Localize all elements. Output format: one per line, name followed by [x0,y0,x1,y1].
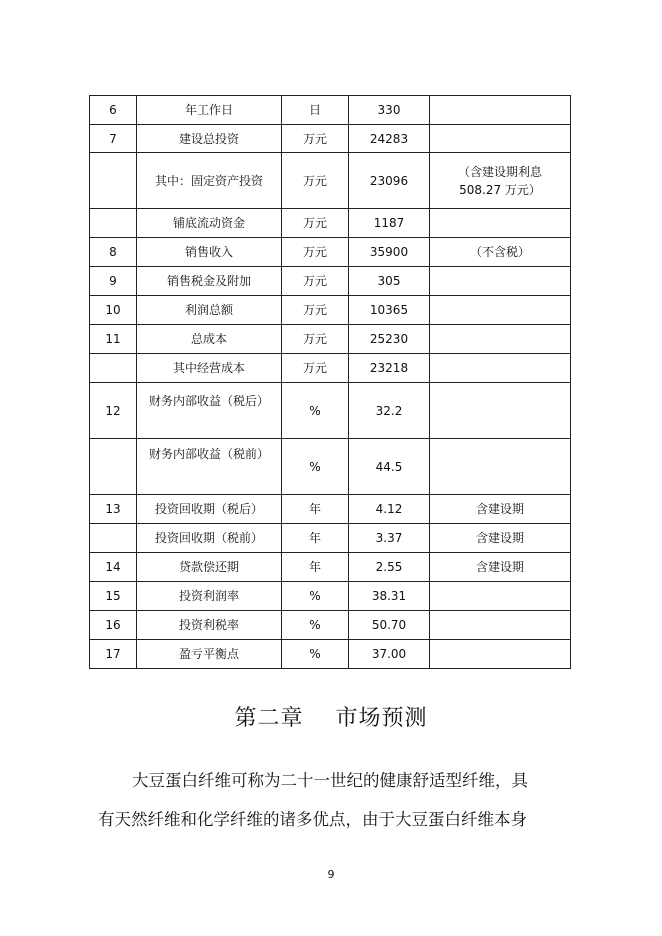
row-unit: % [282,611,349,640]
row-number [90,439,137,495]
row-note [430,125,571,153]
row-item: 年工作日 [137,96,282,125]
table-row [90,153,571,209]
row-note [430,325,571,354]
row-note [430,611,571,640]
table-row [90,611,571,640]
row-number [90,209,137,238]
row-item: 销售收入 [137,238,282,267]
row-note: （不含税） [430,238,571,267]
row-value: 1187 [349,209,430,238]
table-row [90,495,571,524]
row-note [430,96,571,125]
row-number: 12 [90,383,137,439]
row-item: 其中：固定资产投资 [137,153,282,209]
row-number: 14 [90,553,137,582]
row-note [430,153,571,209]
row-unit: 万元 [282,153,349,209]
row-item-text: 财务内部收益（税后） [148,393,269,408]
paragraph-line: 有天然纤维和化学纤维的诸多优点，由于大豆蛋白纤维本身 [98,810,527,829]
paragraph-line: 大豆蛋白纤维可称为二十一世纪的健康舒适型纤维，具 [132,771,528,790]
row-item [137,383,282,439]
row-unit: 万元 [282,209,349,238]
row-item: 投资利税率 [137,611,282,640]
row-value: 50.70 [349,611,430,640]
row-item: 总成本 [137,325,282,354]
row-value: 35900 [349,238,430,267]
table-row [90,439,571,495]
row-unit: 年 [282,524,349,553]
row-unit: 万元 [282,267,349,296]
row-unit: % [282,383,349,439]
row-unit: 万元 [282,354,349,383]
table-row [90,96,571,125]
row-number: 11 [90,325,137,354]
row-note: 含建设期 [430,495,571,524]
row-item: 铺底流动资金 [137,209,282,238]
table-row [90,209,571,238]
row-item: 其中经营成本 [137,354,282,383]
row-note [430,296,571,325]
row-item: 建设总投资 [137,125,282,153]
table-row [90,640,571,669]
row-value: 330 [349,96,430,125]
table-row [90,296,571,325]
row-unit: % [282,582,349,611]
row-unit: 万元 [282,325,349,354]
row-number: 15 [90,582,137,611]
row-item: 贷款偿还期 [137,553,282,582]
row-note [430,209,571,238]
table-row [90,325,571,354]
row-value: 4.12 [349,495,430,524]
table-row [90,238,571,267]
row-unit: 万元 [282,125,349,153]
row-note [430,640,571,669]
chapter-title: 第二章 市场预测 [234,706,428,731]
row-value: 2.55 [349,553,430,582]
row-item: 投资回收期（税前） [137,524,282,553]
row-number: 6 [90,96,137,125]
row-number: 8 [90,238,137,267]
row-unit: 万元 [282,296,349,325]
table-row [90,553,571,582]
row-number: 17 [90,640,137,669]
row-note [430,439,571,495]
row-note [430,383,571,439]
row-value: 3.37 [349,524,430,553]
row-unit: 年 [282,553,349,582]
row-number: 7 [90,125,137,153]
row-note [430,267,571,296]
table-row [90,383,571,439]
row-note: 含建设期 [430,553,571,582]
table-row [90,582,571,611]
row-number: 13 [90,495,137,524]
table-row [90,267,571,296]
row-item: 利润总额 [137,296,282,325]
project-indicators-table [89,95,571,669]
row-unit: 万元 [282,238,349,267]
row-value: 10365 [349,296,430,325]
row-note [430,354,571,383]
row-value: 25230 [349,325,430,354]
page-number: 9 [327,868,335,881]
row-number: 16 [90,611,137,640]
row-unit: 年 [282,495,349,524]
row-item: 盈亏平衡点 [137,640,282,669]
row-note-line: 508.27 万元） [459,182,541,197]
table-row [90,524,571,553]
row-number [90,354,137,383]
row-note: 含建设期 [430,524,571,553]
row-unit: % [282,439,349,495]
row-value: 32.2 [349,383,430,439]
row-value: 37.00 [349,640,430,669]
row-value: 24283 [349,125,430,153]
row-item [137,439,282,495]
row-number [90,153,137,209]
row-value: 44.5 [349,439,430,495]
row-item: 投资利润率 [137,582,282,611]
row-note-line: （含建设期利息 [457,164,542,179]
row-value: 305 [349,267,430,296]
row-value: 38.31 [349,582,430,611]
row-unit: % [282,640,349,669]
row-item: 销售税金及附加 [137,267,282,296]
table-row [90,354,571,383]
row-value: 23218 [349,354,430,383]
row-item-text: 财务内部收益（税前） [148,446,269,461]
row-number [90,524,137,553]
table-row [90,125,571,153]
row-number: 10 [90,296,137,325]
row-item: 投资回收期（税后） [137,495,282,524]
row-number: 9 [90,267,137,296]
row-value: 23096 [349,153,430,209]
row-note [430,582,571,611]
row-unit: 日 [282,96,349,125]
